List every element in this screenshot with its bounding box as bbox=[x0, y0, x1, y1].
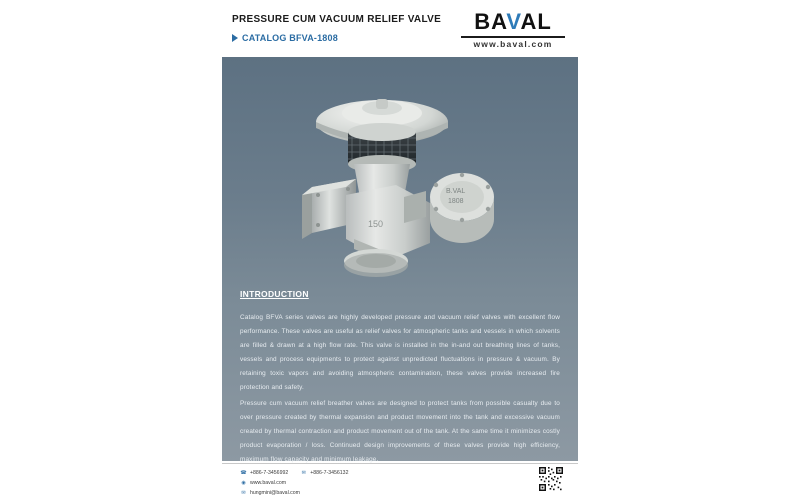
contact-phone-row bbox=[240, 469, 348, 478]
logo-website: www.baval.com bbox=[473, 39, 553, 49]
fax-icon: ✉ bbox=[301, 470, 306, 476]
phone-icon: ☎ bbox=[240, 470, 247, 476]
body-label: 150 bbox=[368, 219, 384, 229]
pressure-vacuum-relief-valve-photo bbox=[250, 75, 550, 285]
logo-divider bbox=[461, 36, 565, 38]
logo-part1: BA bbox=[474, 9, 507, 34]
document-footer bbox=[222, 466, 578, 496]
envelope-icon: ✉ bbox=[241, 490, 246, 496]
intro-paragraph-1: Catalog BFVA series valves are highly developed pressure and vacuum relief valves with excellent flow performance. These valves are useful as relief valves for atmospheric tanks and vessels in which solvents are filled & drawn at a high flow rate. This valve is installed in the in-and out breathing lines of tanks, vessels and process equipments to protect against unpredicted fluctuations in pressure & vacuum. By retaining toxic vapors and avoiding atmospheric contamination, these valves provide increased fire protection and safety. bbox=[240, 314, 560, 391]
contact-web-row[interactable] bbox=[240, 479, 348, 488]
introduction-section bbox=[240, 289, 560, 469]
email-link[interactable]: hungmini@baval.com bbox=[250, 490, 300, 496]
section-heading: INTRODUCTION bbox=[240, 289, 309, 299]
cover-label-2: 1808 bbox=[448, 198, 464, 205]
phone-number-1: +886-7-3456992 bbox=[250, 470, 289, 476]
brand-logo bbox=[458, 10, 568, 49]
logo-part2: AL bbox=[520, 9, 552, 34]
globe-icon: ◉ bbox=[241, 480, 246, 486]
phone-number-2: +886-7-3456132 bbox=[310, 470, 349, 476]
cover-label-1: B.VAL bbox=[446, 188, 466, 195]
content-panel bbox=[222, 57, 578, 461]
product-photo bbox=[222, 57, 578, 289]
intro-paragraph-2: Pressure cum vacuum relief breather valves are designed to protect tanks from possible casualty due to over pressure created by thermal expansion and product movement into the tank and excessive vacuum created by thermal contraction and product movement out of the tank. At the same time it minimizes costly product evaporation / loss. Continued design improvements of these valves provide high efficiency, maximum flow capacity and minimum leakage. bbox=[240, 400, 560, 463]
triangle-right-icon bbox=[232, 34, 238, 42]
footer-divider bbox=[222, 463, 578, 464]
website-link[interactable]: www.baval.com bbox=[250, 480, 287, 486]
logo-accent-letter: V bbox=[506, 9, 521, 34]
logo-wordmark bbox=[474, 10, 552, 34]
qr-code-icon[interactable] bbox=[538, 466, 564, 492]
catalog-number: CATALOG BFVA-1808 bbox=[242, 33, 338, 43]
contact-block bbox=[240, 469, 348, 499]
page-title: PRESSURE CUM VACUUM RELIEF VALVE bbox=[232, 14, 442, 25]
contact-email-row[interactable] bbox=[240, 489, 348, 498]
